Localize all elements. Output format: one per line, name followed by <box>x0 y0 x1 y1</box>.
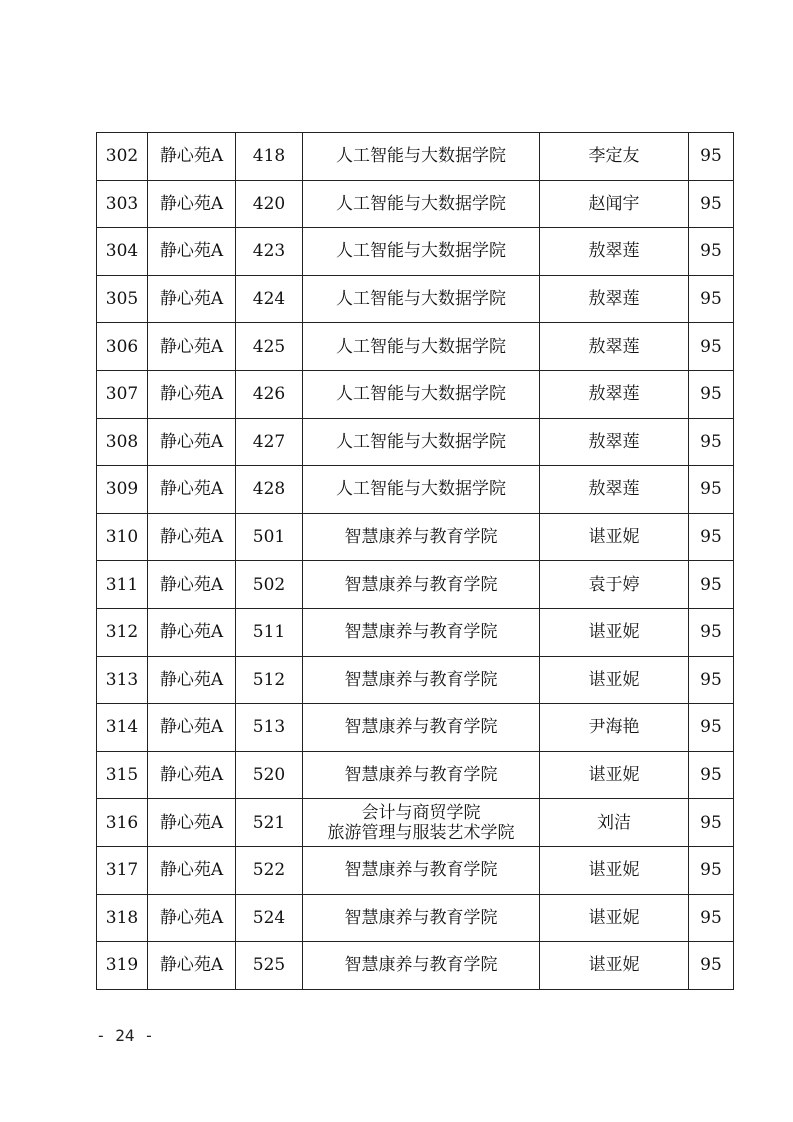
table-row <box>97 228 734 276</box>
table-row <box>97 275 734 323</box>
room-number-cell: 502 <box>236 561 303 609</box>
room-number-cell: 427 <box>236 418 303 466</box>
person-in-charge-cell: 敖翠莲 <box>540 418 689 466</box>
person-in-charge-cell: 赵闻宇 <box>540 180 689 228</box>
score-cell: 95 <box>689 846 734 894</box>
table-row <box>97 513 734 561</box>
building-cell: 静心苑A <box>148 656 236 704</box>
table-row <box>97 656 734 704</box>
table-row <box>97 751 734 799</box>
building-cell: 静心苑A <box>148 894 236 942</box>
score-cell: 95 <box>689 323 734 371</box>
row-number-cell: 319 <box>97 942 148 990</box>
score-cell: 95 <box>689 275 734 323</box>
table-row <box>97 561 734 609</box>
person-in-charge-cell: 敖翠莲 <box>540 466 689 514</box>
person-in-charge-cell: 谌亚妮 <box>540 894 689 942</box>
room-number-cell: 512 <box>236 656 303 704</box>
college-cell: 人工智能与大数据学院 <box>303 370 540 418</box>
room-number-cell: 428 <box>236 466 303 514</box>
table-row <box>97 704 734 752</box>
row-number-cell: 303 <box>97 180 148 228</box>
room-number-cell: 525 <box>236 942 303 990</box>
college-cell: 智慧康养与教育学院 <box>303 894 540 942</box>
row-number-cell: 307 <box>97 370 148 418</box>
inspection-table <box>96 132 734 990</box>
page-number: - 24 - <box>96 1026 154 1045</box>
score-cell: 95 <box>689 561 734 609</box>
college-cell: 智慧康养与教育学院 <box>303 704 540 752</box>
building-cell: 静心苑A <box>148 513 236 561</box>
row-number-cell: 313 <box>97 656 148 704</box>
table-row <box>97 894 734 942</box>
person-in-charge-cell: 敖翠莲 <box>540 228 689 276</box>
table-row <box>97 846 734 894</box>
person-in-charge-cell: 袁于婷 <box>540 561 689 609</box>
person-in-charge-cell: 谌亚妮 <box>540 656 689 704</box>
row-number-cell: 318 <box>97 894 148 942</box>
row-number-cell: 306 <box>97 323 148 371</box>
college-cell: 智慧康养与教育学院 <box>303 608 540 656</box>
table-row <box>97 180 734 228</box>
room-number-cell: 522 <box>236 846 303 894</box>
table-body <box>97 133 734 990</box>
table-row <box>97 323 734 371</box>
score-cell: 95 <box>689 466 734 514</box>
row-number-cell: 308 <box>97 418 148 466</box>
person-in-charge-cell: 李定友 <box>540 133 689 181</box>
score-cell: 95 <box>689 133 734 181</box>
score-cell: 95 <box>689 656 734 704</box>
college-cell: 人工智能与大数据学院 <box>303 323 540 371</box>
college-cell: 人工智能与大数据学院 <box>303 466 540 514</box>
room-number-cell: 521 <box>236 799 303 847</box>
table-row <box>97 608 734 656</box>
college-cell: 人工智能与大数据学院 <box>303 418 540 466</box>
person-in-charge-cell: 敖翠莲 <box>540 275 689 323</box>
college-cell: 人工智能与大数据学院 <box>303 228 540 276</box>
table-row <box>97 370 734 418</box>
building-cell: 静心苑A <box>148 942 236 990</box>
room-number-cell: 501 <box>236 513 303 561</box>
college-cell: 人工智能与大数据学院 <box>303 180 540 228</box>
building-cell: 静心苑A <box>148 704 236 752</box>
college-cell: 智慧康养与教育学院 <box>303 942 540 990</box>
college-cell: 人工智能与大数据学院 <box>303 133 540 181</box>
college-cell: 会计与商贸学院 旅游管理与服装艺术学院 <box>303 799 540 847</box>
score-cell: 95 <box>689 751 734 799</box>
table-row <box>97 466 734 514</box>
room-number-cell: 513 <box>236 704 303 752</box>
room-number-cell: 425 <box>236 323 303 371</box>
table-row <box>97 133 734 181</box>
building-cell: 静心苑A <box>148 561 236 609</box>
building-cell: 静心苑A <box>148 418 236 466</box>
row-number-cell: 304 <box>97 228 148 276</box>
row-number-cell: 309 <box>97 466 148 514</box>
building-cell: 静心苑A <box>148 228 236 276</box>
row-number-cell: 314 <box>97 704 148 752</box>
score-cell: 95 <box>689 513 734 561</box>
room-number-cell: 426 <box>236 370 303 418</box>
score-cell: 95 <box>689 799 734 847</box>
table-row <box>97 942 734 990</box>
row-number-cell: 311 <box>97 561 148 609</box>
person-in-charge-cell: 敖翠莲 <box>540 370 689 418</box>
room-number-cell: 423 <box>236 228 303 276</box>
room-number-cell: 524 <box>236 894 303 942</box>
building-cell: 静心苑A <box>148 846 236 894</box>
building-cell: 静心苑A <box>148 799 236 847</box>
building-cell: 静心苑A <box>148 466 236 514</box>
table-row <box>97 799 734 847</box>
room-number-cell: 520 <box>236 751 303 799</box>
building-cell: 静心苑A <box>148 275 236 323</box>
score-cell: 95 <box>689 894 734 942</box>
person-in-charge-cell: 尹海艳 <box>540 704 689 752</box>
room-number-cell: 511 <box>236 608 303 656</box>
score-cell: 95 <box>689 180 734 228</box>
room-number-cell: 424 <box>236 275 303 323</box>
score-cell: 95 <box>689 942 734 990</box>
row-number-cell: 317 <box>97 846 148 894</box>
person-in-charge-cell: 刘洁 <box>540 799 689 847</box>
building-cell: 静心苑A <box>148 323 236 371</box>
score-cell: 95 <box>689 418 734 466</box>
college-cell: 智慧康养与教育学院 <box>303 656 540 704</box>
building-cell: 静心苑A <box>148 133 236 181</box>
row-number-cell: 310 <box>97 513 148 561</box>
score-cell: 95 <box>689 370 734 418</box>
college-cell: 人工智能与大数据学院 <box>303 275 540 323</box>
person-in-charge-cell: 谌亚妮 <box>540 513 689 561</box>
row-number-cell: 305 <box>97 275 148 323</box>
score-cell: 95 <box>689 704 734 752</box>
person-in-charge-cell: 谌亚妮 <box>540 608 689 656</box>
person-in-charge-cell: 敖翠莲 <box>540 323 689 371</box>
college-cell: 智慧康养与教育学院 <box>303 846 540 894</box>
row-number-cell: 316 <box>97 799 148 847</box>
building-cell: 静心苑A <box>148 180 236 228</box>
person-in-charge-cell: 谌亚妮 <box>540 942 689 990</box>
room-number-cell: 418 <box>236 133 303 181</box>
row-number-cell: 312 <box>97 608 148 656</box>
building-cell: 静心苑A <box>148 751 236 799</box>
row-number-cell: 315 <box>97 751 148 799</box>
room-number-cell: 420 <box>236 180 303 228</box>
college-cell: 智慧康养与教育学院 <box>303 751 540 799</box>
building-cell: 静心苑A <box>148 608 236 656</box>
building-cell: 静心苑A <box>148 370 236 418</box>
college-cell: 智慧康养与教育学院 <box>303 561 540 609</box>
score-cell: 95 <box>689 608 734 656</box>
person-in-charge-cell: 谌亚妮 <box>540 846 689 894</box>
score-cell: 95 <box>689 228 734 276</box>
person-in-charge-cell: 谌亚妮 <box>540 751 689 799</box>
college-cell: 智慧康养与教育学院 <box>303 513 540 561</box>
table-row <box>97 418 734 466</box>
row-number-cell: 302 <box>97 133 148 181</box>
